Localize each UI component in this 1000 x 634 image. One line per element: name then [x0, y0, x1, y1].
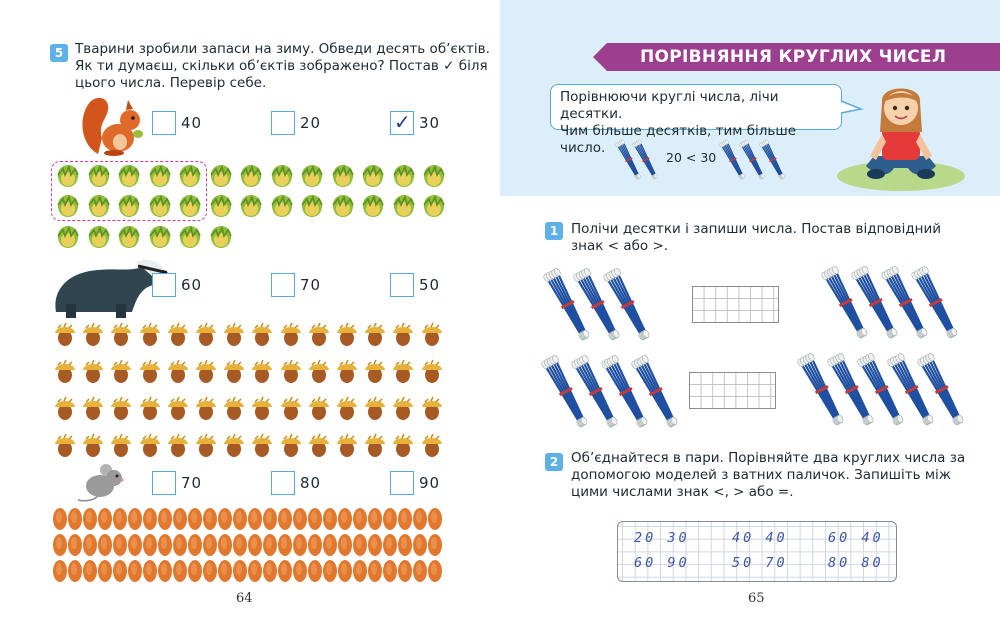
hazelnut-icon — [147, 224, 173, 250]
acorn-icon — [250, 433, 274, 459]
hazelnut-icon — [360, 193, 386, 219]
almond-icon — [397, 507, 413, 531]
acorn-icon — [250, 396, 274, 422]
hazelnut-icon — [86, 224, 112, 250]
almond-icon — [202, 559, 218, 583]
option-number: 30 — [419, 114, 441, 132]
almond-icon — [292, 507, 308, 531]
almond-icon — [262, 507, 278, 531]
acorn-icon — [166, 359, 190, 385]
hazelnut-icon — [208, 224, 234, 250]
option-number: 80 — [300, 474, 322, 492]
almond-icon — [247, 507, 263, 531]
option-number: 90 — [419, 474, 441, 492]
almond-icon — [427, 507, 443, 531]
hazelnut-icon — [421, 193, 447, 219]
option-checkbox[interactable] — [390, 471, 414, 495]
almond-icon — [82, 507, 98, 531]
almond-icon — [412, 533, 428, 557]
almond-icon — [52, 533, 68, 557]
hazelnut-icon — [238, 193, 264, 219]
acorn-icon — [138, 359, 162, 385]
almond-icon — [337, 559, 353, 583]
almond-icon — [127, 533, 143, 557]
option-number: 60 — [181, 276, 203, 294]
acorn-icon — [53, 396, 77, 422]
almond-icon — [52, 507, 68, 531]
cotton-bundle-icon — [635, 138, 657, 182]
acorn-icon — [420, 396, 444, 422]
almond-icon — [142, 559, 158, 583]
almond-icon — [427, 533, 443, 557]
hazelnut-icon — [55, 193, 81, 219]
hazelnut-icon — [391, 163, 417, 189]
acorn-icon — [194, 433, 218, 459]
acorn-icon — [363, 396, 387, 422]
almond-icon — [322, 507, 338, 531]
acorn-icon — [335, 396, 359, 422]
acorn-icon — [81, 396, 105, 422]
acorn-icon — [109, 396, 133, 422]
acorn-icon — [138, 433, 162, 459]
almond-icon — [187, 507, 203, 531]
option-checkbox[interactable] — [390, 111, 414, 135]
almond-icon — [322, 559, 338, 583]
almond-icon — [217, 507, 233, 531]
acorn-icon — [138, 396, 162, 422]
acorn-icon — [109, 359, 133, 385]
acorn-icon — [363, 359, 387, 385]
almond-icon — [67, 533, 83, 557]
hazelnut-icon — [177, 193, 203, 219]
almond-icon — [157, 559, 173, 583]
option-number: 50 — [419, 276, 441, 294]
notebook-grid[interactable] — [617, 521, 897, 582]
acorn-icon — [53, 322, 77, 348]
task-5-badge: 5 — [50, 44, 68, 62]
almond-icon — [307, 507, 323, 531]
task-5-line-3: цього числа. Перевір себе. — [75, 75, 267, 91]
option-number: 20 — [300, 114, 322, 132]
acorn-icon — [194, 322, 218, 348]
hazelnut-icon — [330, 163, 356, 189]
almond-icon — [97, 533, 113, 557]
almond-icon — [382, 507, 398, 531]
right-page — [500, 0, 1000, 634]
task-1-line-1: Полічи десятки і запиши числа. Постав відповідний — [571, 221, 942, 237]
acorn-icon — [420, 359, 444, 385]
acorn-icon — [166, 322, 190, 348]
page-number: 65 — [748, 591, 765, 606]
acorn-icon — [250, 359, 274, 385]
almond-icon — [127, 559, 143, 583]
almond-icon — [172, 533, 188, 557]
acorn-icon — [109, 322, 133, 348]
hazelnut-icon — [116, 193, 142, 219]
mouse-icon — [76, 460, 128, 504]
almond-icon — [247, 533, 263, 557]
almond-icon — [367, 507, 383, 531]
acorn-icon — [335, 433, 359, 459]
acorn-icon — [391, 433, 415, 459]
task-2-line-1: Об’єднайтеся в пари. Порівняйте два круглих числа за — [571, 450, 966, 466]
acorn-icon — [166, 396, 190, 422]
acorn-icon — [279, 359, 303, 385]
cotton-bundle-icon — [916, 263, 956, 343]
almond-icon — [82, 559, 98, 583]
almond-icon — [292, 559, 308, 583]
acorn-icon — [109, 433, 133, 459]
bubble-line-2: Чим більше десятків, тим більше число. — [560, 123, 797, 156]
almond-icon — [232, 507, 248, 531]
hazelnut-icon — [177, 224, 203, 250]
badger-icon — [52, 252, 168, 320]
acorn-icon — [391, 359, 415, 385]
acorn-icon — [222, 359, 246, 385]
almond-icon — [97, 559, 113, 583]
comparison-example: 20 < 30 — [666, 150, 717, 165]
almond-icon — [277, 533, 293, 557]
option-checkbox[interactable] — [152, 471, 176, 495]
almond-icon — [397, 559, 413, 583]
cotton-bundle-icon — [636, 352, 676, 432]
hazelnut-icon — [208, 193, 234, 219]
almond-icon — [397, 533, 413, 557]
almond-icon — [412, 507, 428, 531]
almond-icon — [367, 533, 383, 557]
task-2-badge: 2 — [545, 453, 563, 471]
almond-icon — [262, 559, 278, 583]
hazelnut-icon — [208, 163, 234, 189]
left-page — [0, 0, 499, 634]
acorn-icon — [194, 396, 218, 422]
almond-icon — [217, 559, 233, 583]
cotton-bundle-icon — [762, 138, 784, 182]
option-number: 70 — [181, 474, 203, 492]
section-banner: ПОРІВНЯННЯ КРУГЛИХ ЧИСЕЛ — [607, 43, 1000, 71]
option-checkbox[interactable] — [271, 273, 295, 297]
hazelnut-icon — [116, 163, 142, 189]
acorn-icon — [363, 322, 387, 348]
hazelnut-icon — [55, 163, 81, 189]
cotton-bundle-icon — [922, 350, 962, 430]
number-pair: 40 40 — [732, 530, 788, 546]
acorn-icon — [250, 322, 274, 348]
almond-icon — [292, 533, 308, 557]
number-pair: 20 30 — [634, 530, 690, 546]
almond-icon — [202, 533, 218, 557]
almond-icon — [427, 559, 443, 583]
almond-icon — [172, 507, 188, 531]
acorn-icon — [279, 433, 303, 459]
acorn-icon — [335, 359, 359, 385]
almond-icon — [352, 559, 368, 583]
number-pair: 60 90 — [634, 555, 690, 571]
option-checkbox[interactable] — [152, 273, 176, 297]
almond-icon — [232, 559, 248, 583]
task-5-line-2: Як ти думаєш, скільки об’єктів зображено? Постав ✓ біля — [75, 58, 488, 74]
almond-icon — [307, 533, 323, 557]
hazelnut-icon — [147, 193, 173, 219]
hazelnut-icon — [391, 193, 417, 219]
option-checkbox[interactable] — [390, 273, 414, 297]
acorn-icon — [194, 359, 218, 385]
option-number: 40 — [181, 114, 203, 132]
acorn-icon — [391, 396, 415, 422]
hazelnut-icon — [147, 163, 173, 189]
task-1-line-2: знак < або >. — [571, 238, 669, 254]
page-number: 64 — [236, 591, 253, 606]
acorn-icon — [307, 322, 331, 348]
almond-icon — [277, 507, 293, 531]
almond-icon — [172, 559, 188, 583]
acorn-icon — [222, 322, 246, 348]
cotton-bundle-icon — [608, 265, 648, 345]
option-checkbox[interactable] — [152, 111, 176, 135]
almond-icon — [112, 559, 128, 583]
hazelnut-icon — [269, 163, 295, 189]
acorn-icon — [222, 433, 246, 459]
hazelnut-icon — [269, 193, 295, 219]
almond-icon — [352, 507, 368, 531]
acorn-icon — [53, 359, 77, 385]
hazelnut-icon — [299, 163, 325, 189]
hazelnut-icon — [299, 193, 325, 219]
almond-icon — [262, 533, 278, 557]
task-5-line-1: Тварини зробили запаси на зиму. Обведи десять об’єктів. — [75, 41, 490, 57]
task-2-line-2: допомогою моделей з ватних паличок. Запишіть між — [571, 467, 951, 483]
almond-icon — [382, 533, 398, 557]
answer-grid[interactable] — [689, 372, 776, 409]
hazelnut-icon — [330, 193, 356, 219]
acorn-icon — [363, 433, 387, 459]
hazelnut-icon — [238, 163, 264, 189]
almond-icon — [67, 559, 83, 583]
acorn-icon — [138, 322, 162, 348]
almond-icon — [232, 533, 248, 557]
almond-icon — [157, 533, 173, 557]
almond-icon — [367, 559, 383, 583]
option-checkbox[interactable] — [271, 471, 295, 495]
option-checkbox[interactable] — [271, 111, 295, 135]
number-pair: 80 80 — [828, 555, 884, 571]
number-pair: 60 40 — [828, 530, 884, 546]
almond-icon — [187, 533, 203, 557]
task-1-text — [571, 221, 941, 255]
hazelnut-icon — [177, 163, 203, 189]
acorn-icon — [279, 322, 303, 348]
acorn-icon — [222, 396, 246, 422]
answer-grid[interactable] — [692, 286, 779, 323]
task-5-text — [75, 41, 490, 92]
almond-icon — [307, 559, 323, 583]
almond-icon — [412, 559, 428, 583]
hazelnut-icon — [116, 224, 142, 250]
almond-icon — [52, 559, 68, 583]
option-number: 70 — [300, 276, 322, 294]
almond-icon — [217, 533, 233, 557]
squirrel-icon — [78, 94, 146, 158]
acorn-icon — [307, 433, 331, 459]
almond-icon — [337, 533, 353, 557]
acorn-icon — [53, 433, 77, 459]
acorn-icon — [81, 359, 105, 385]
task-1-badge: 1 — [545, 222, 563, 240]
almond-icon — [352, 533, 368, 557]
acorn-icon — [335, 322, 359, 348]
almond-icon — [202, 507, 218, 531]
almond-icon — [82, 533, 98, 557]
almond-icon — [322, 533, 338, 557]
hazelnut-icon — [86, 193, 112, 219]
almond-icon — [67, 507, 83, 531]
hazelnut-icon — [86, 163, 112, 189]
acorn-icon — [391, 322, 415, 348]
acorn-icon — [166, 433, 190, 459]
almond-icon — [337, 507, 353, 531]
hazelnut-icon — [55, 224, 81, 250]
hazelnut-icon — [360, 163, 386, 189]
almond-icon — [382, 559, 398, 583]
almond-icon — [112, 507, 128, 531]
almond-icon — [112, 533, 128, 557]
acorn-icon — [81, 433, 105, 459]
almond-icon — [142, 533, 158, 557]
acorn-icon — [420, 433, 444, 459]
speech-bubble — [550, 84, 842, 156]
acorn-icon — [307, 359, 331, 385]
almond-icon — [277, 559, 293, 583]
acorn-icon — [420, 322, 444, 348]
check-mark-icon: ✓ — [394, 110, 411, 134]
girl-icon — [836, 80, 966, 192]
task-2-line-3: цими числами знак <, > або =. — [571, 484, 794, 500]
bubble-line-1: Порівнюючи круглі числа, лічи десятки. — [560, 89, 779, 122]
hazelnut-icon — [421, 163, 447, 189]
almond-icon — [247, 559, 263, 583]
almond-icon — [157, 507, 173, 531]
acorn-icon — [279, 396, 303, 422]
acorn-icon — [307, 396, 331, 422]
almond-icon — [187, 559, 203, 583]
almond-icon — [142, 507, 158, 531]
almond-icon — [127, 507, 143, 531]
acorn-icon — [81, 322, 105, 348]
number-pair: 50 70 — [732, 555, 788, 571]
task-2-text — [571, 450, 965, 501]
almond-icon — [97, 507, 113, 531]
